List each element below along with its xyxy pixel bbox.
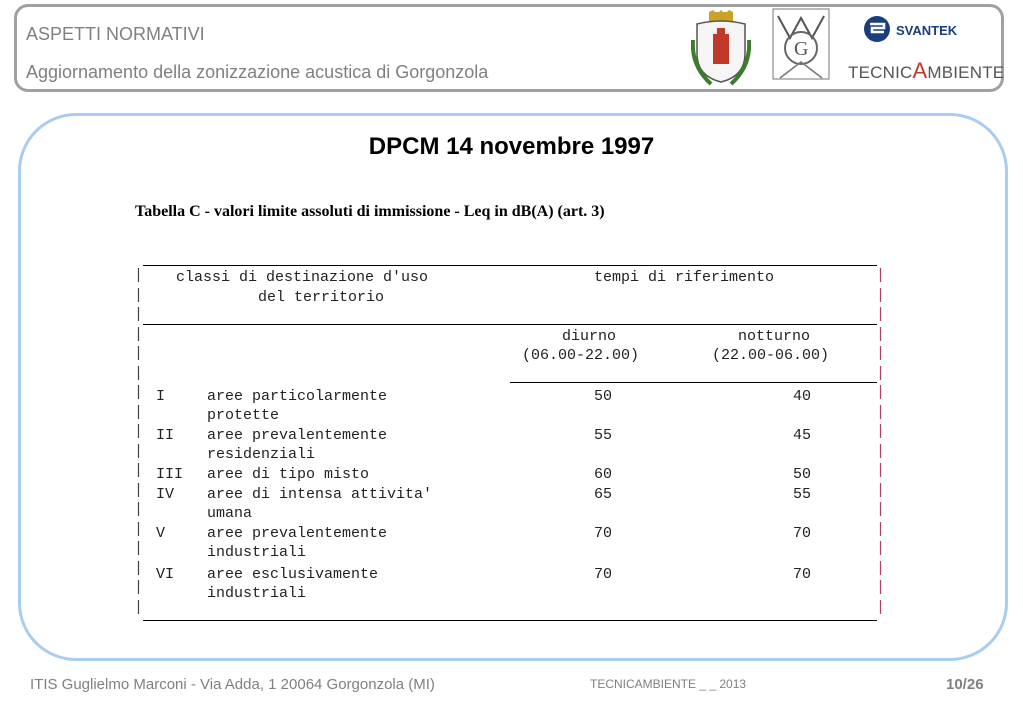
header-title: ASPETTI NORMATIVI <box>26 24 205 44</box>
table-row-desc: aree prevalentemente <box>207 427 388 444</box>
table-row-class: VI <box>156 566 175 583</box>
table-row-desc-cont: residenziali <box>207 446 316 463</box>
table-right-border: | | | | | | | | | | | | | | | | | | <box>876 267 886 616</box>
table-top-rule <box>143 265 877 266</box>
table-row-desc-cont: umana <box>207 505 253 522</box>
table-left-border: | | | | | | | | | | | | | | | | | | <box>134 267 144 616</box>
header-col1-line2: del territorio <box>258 289 385 306</box>
slide-heading: DPCM 14 novembre 1997 <box>368 133 655 160</box>
svg-text:G: G <box>794 38 809 60</box>
gorgonzola-crest-logo <box>691 10 751 88</box>
table-row-class: V <box>156 525 166 542</box>
footer-address: ITIS Guglielmo Marconi - Via Adda, 1 20064 Gorgonzola (MI) <box>30 676 435 693</box>
table-row-night: 70 <box>793 566 812 583</box>
table-row-class: I <box>156 388 166 405</box>
tecnic-prefix: TECNIC <box>848 63 913 82</box>
table-row-class: IV <box>156 486 175 503</box>
table-row-desc-cont: protette <box>207 407 280 424</box>
subheader-day-range: (06.00-22.00) <box>522 347 640 364</box>
footer-brand-year: TECNICAMBIENTE _ _ 2013 <box>590 677 747 691</box>
itis-marconi-logo <box>772 8 830 80</box>
table-row-class: II <box>156 427 175 444</box>
table-row-desc: aree prevalentemente <box>207 525 388 542</box>
table-row-desc-cont: industriali <box>207 585 307 602</box>
table-bottom-rule <box>143 620 877 621</box>
header-col2: tempi di riferimento <box>594 269 775 286</box>
table-row-night: 45 <box>793 427 812 444</box>
table-row-day: 50 <box>594 388 613 405</box>
table-row-desc: aree di tipo misto <box>207 466 370 483</box>
table-row-desc-cont: industriali <box>207 544 307 561</box>
table-row-day: 60 <box>594 466 613 483</box>
table-row-desc: aree esclusivamente <box>207 566 379 583</box>
table-caption: Tabella C - valori limite assoluti di immissione - Leq in dB(A) (art. 3) <box>135 203 605 220</box>
table-row-night: 50 <box>793 466 812 483</box>
table-row-day: 65 <box>594 486 613 503</box>
table-row-day: 70 <box>594 525 613 542</box>
table-row-day: 70 <box>594 566 613 583</box>
tecnic-big-letter: A <box>912 58 928 83</box>
header-col1-line1: classi di destinazione d'uso <box>176 269 429 286</box>
table-subheader-rule <box>510 382 877 383</box>
svantek-label: SVANTEK <box>896 23 958 38</box>
page-number: 10/26 <box>946 676 984 693</box>
tecnic-suffix: MBIENTE <box>927 63 1005 82</box>
table-header-rule <box>143 324 877 325</box>
header-subtitle: Aggiornamento della zonizzazione acustica di Gorgonzola <box>26 62 489 82</box>
svantek-emblem-icon <box>862 14 972 44</box>
table-row-desc: aree di intensa attivita' <box>207 486 433 503</box>
table-row-desc: aree particolarmente <box>207 388 388 405</box>
tecnicambiente-logo <box>848 58 1004 84</box>
subheader-night-range: (22.00-06.00) <box>712 347 830 364</box>
table-row-night: 55 <box>793 486 812 503</box>
table-row-class: III <box>156 466 184 483</box>
table-row-day: 55 <box>594 427 613 444</box>
table-row-night: 40 <box>793 388 812 405</box>
subheader-day: diurno <box>562 328 617 345</box>
subheader-night: notturno <box>738 328 811 345</box>
table-row-night: 70 <box>793 525 812 542</box>
svantek-logo <box>862 14 972 44</box>
